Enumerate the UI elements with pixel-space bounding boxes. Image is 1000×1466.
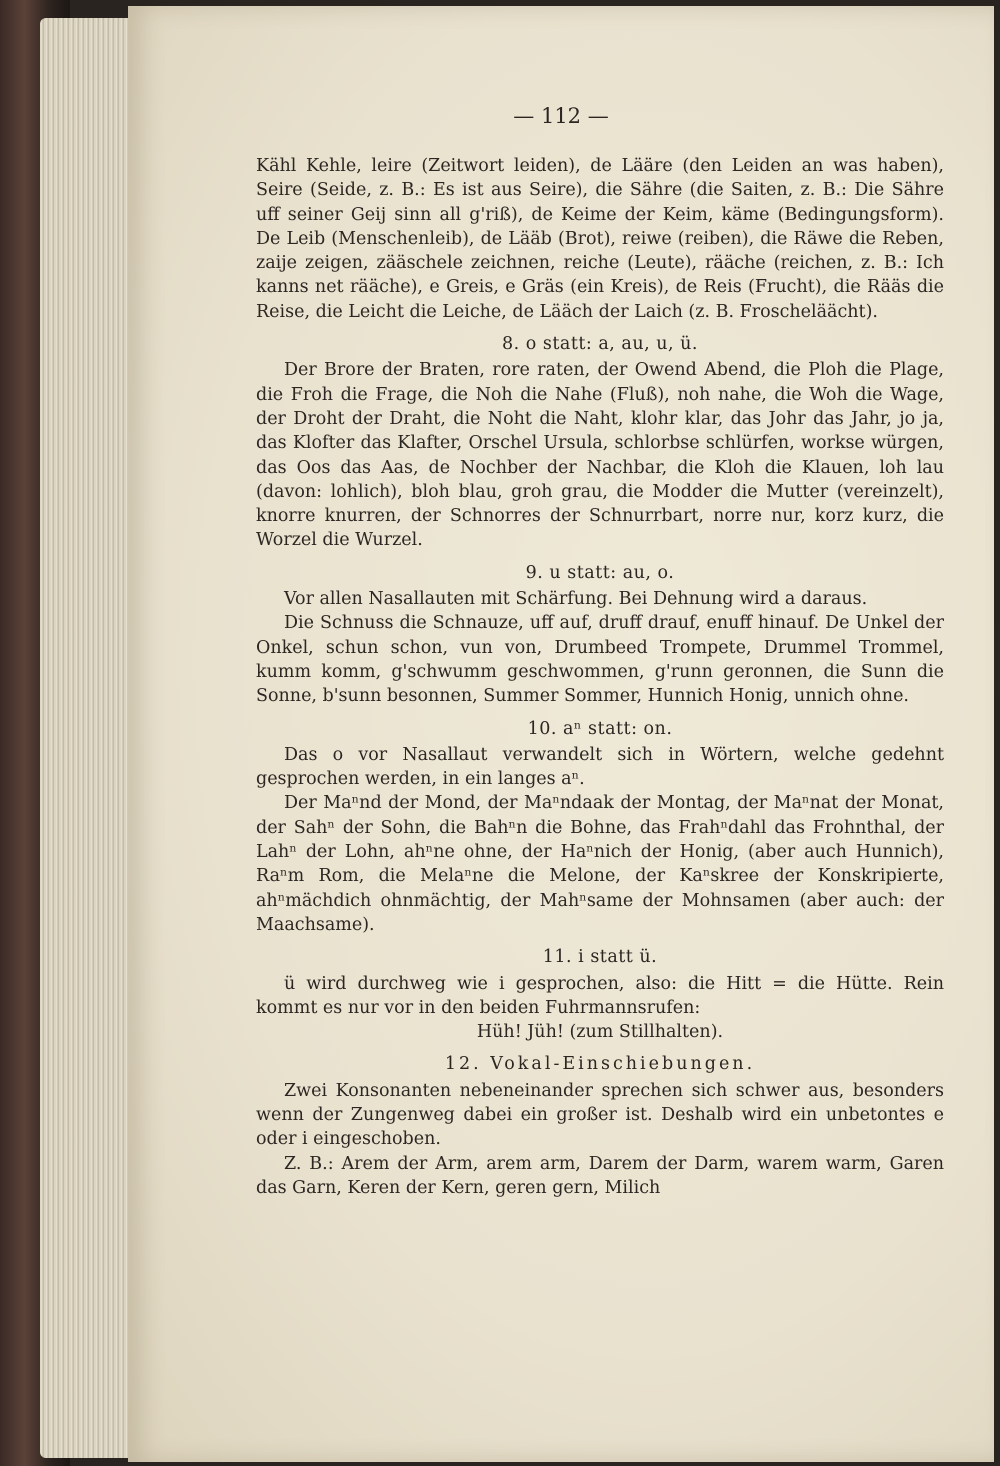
section-heading: 9. u statt: au, o. [525,562,675,583]
section-heading: 10. aⁿ statt: on. [527,718,673,739]
page-text [256,154,944,1200]
paragraph: Vor allen Nasallauten mit Schärfung. Bei Dehnung wird a daraus. [284,589,868,610]
paragraph: Der Brore der Braten, rore raten, der Owend Abend, die Ploh die Plage, die Froh die Frage, die Noh die Nahe (Fluß), noh nahe, die Woh die Wage, der Droht der Draht, die Noht die Naht, klohr klar, das Johr das Jahr, jo ja, das Klofter das Klafter, Orschel Ursula, schlorbse schlürfen, workse würgen, das Oos das Aas, de Nochber der Nachbar, die Kloh die Klauen, loh lau (davon: lohlich), bloh blau, groh grau, die Modder die Mutter (vereinzelt), knorre knurren, der Schnorres der Schnurrbart, norre nur, korz kurz, die Worzel die Wurzel. [256,360,944,551]
paragraph: Z. B.: Arem der Arm, arem arm, Darem der Darm, warem warm, Garen das Garn, Keren der Kern, geren gern, Milich [256,1153,944,1198]
section-heading: 8. o statt: a, au, u, ü. [502,334,698,355]
paragraph: Zwei Konsonanten nebeneinander sprechen sich schwer aus, besonders wenn der Zungenweg dabei ein großer ist. Deshalb wird ein unbetontes e oder i eingeschoben. [256,1080,944,1150]
paragraph: Der Maⁿnd der Mond, der Maⁿndaak der Montag, der Maⁿnat der Monat, der Sahⁿ der Sohn, die Bahⁿn die Bohne, das Frahⁿdahl das Frohnthal, der Lahⁿ der Lohn, ahⁿne ohne, der Haⁿnich der Honig, (aber auch Hunnich), Raⁿm Rom, die Melaⁿne die Melone, der Kaⁿskree der Konskripierte, ahⁿmächdich ohnmächtig, der Mahⁿsame der Mohnsamen (aber auch: der Maachsame). [256,793,944,935]
page-number: — 112 — [513,104,609,128]
paragraph: Das o vor Nasallaut verwandelt sich in Wörtern, welche gedehnt gesprochen werden, in ein langes aⁿ. [256,744,944,790]
book-page [128,6,994,1462]
section-heading: 12. Vokal-Einschiebungen. [444,1054,756,1075]
paragraph: Die Schnuss die Schnauze, uff auf, druff drauf, enuff hinauf. De Unkel der Onkel, schun schon, vun von, Drumbeed Trompete, Drummel Trommel, kumm komm, g'schwumm geschwommen, g'runn geronnen, die Sunn die Sonne, b'sunn besonnen, Summer Sommer, Hunnich Honig, unnich ohne. [256,613,944,707]
paragraph: ü wird durchweg wie i gesprochen, also: die Hitt = die Hütte. Rein kommt es nur vor in den beiden Fuhrmannsrufen: [256,973,944,1018]
centered-line: Hüh! Jüh! (zum Stillhalten). [476,1022,724,1043]
section-heading: 11. i statt ü. [542,947,658,968]
paragraph: Kähl Kehle, leire (Zeitwort leiden), de Lääre (den Leiden an was haben), Seire (Seide, z. B.: Es ist aus Seire), die Sähre (die Saiten, z. B.: Die Sähre uff seiner Geij sinn all g'riß), de Keime der Keim, käme (Bedingungsform). De Leib (Menschenleib), de Lääb (Brot), reiwe (reiben), die Räwe die Reben, zaije zeigen, zääschele zeichnen, reiche (Leute), rääche (reichen, z. B.: Ich kanns net räächе), e Greis, e Gräs (ein Kreis), de Reis (Frucht), die Rääs die Reise, die Leicht die Leiche, de Lääch der Laich (z. B. Froscheläächt). [256,156,944,322]
